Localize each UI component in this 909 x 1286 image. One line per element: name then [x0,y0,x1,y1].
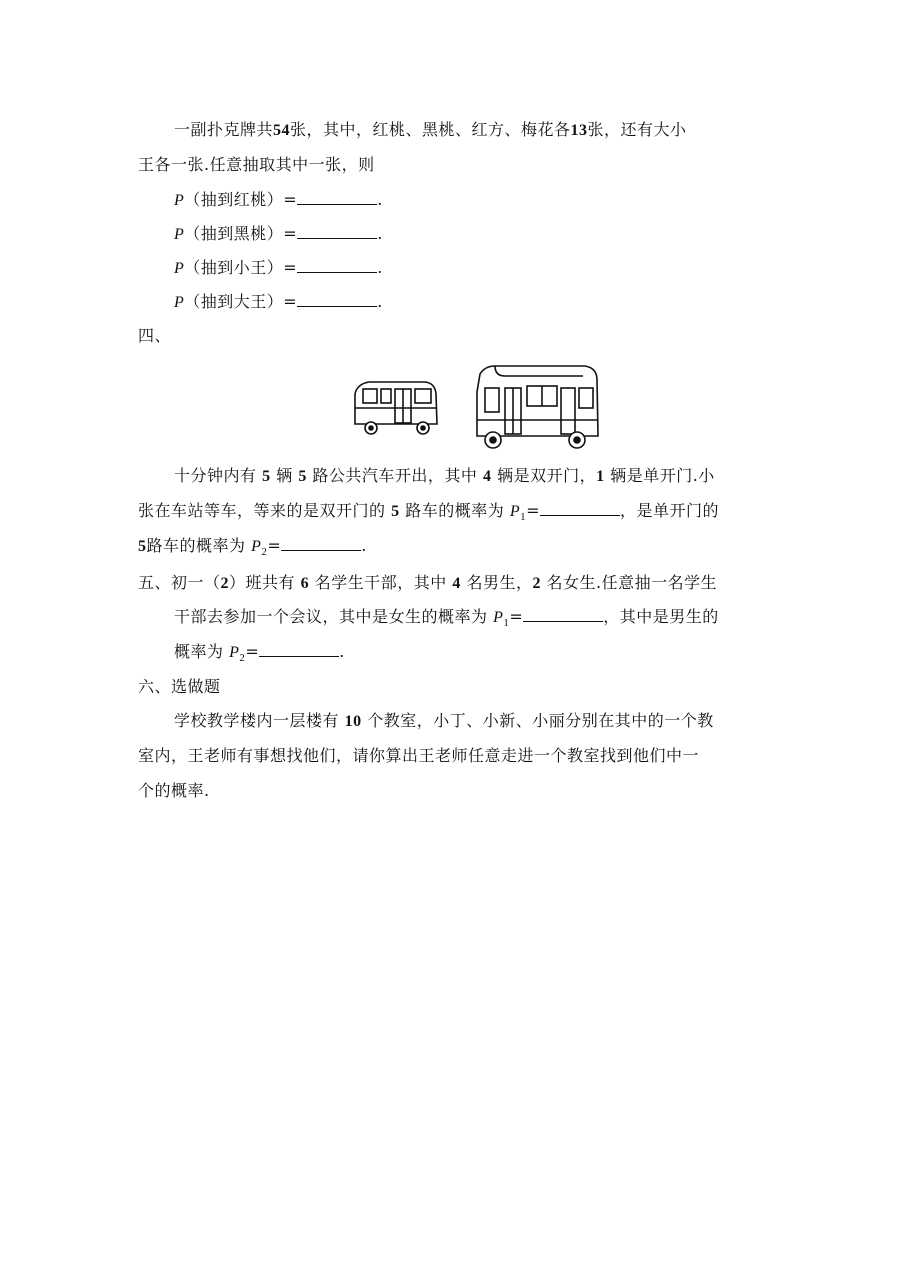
section-five-line3: 概率为 $P_2=$ . [174,642,345,665]
answer-blank[interactable] [297,223,377,239]
answer-blank[interactable] [540,500,620,516]
bus-illustration [345,362,605,452]
small-bus-icon [355,382,437,434]
section-five-line2: 干部去参加一个会议，其中是女生的概率为 $P_1=$ ，其中是男生的 [174,607,719,630]
prob-big-joker: P（抽到大王）= . [174,292,383,311]
section-six-line3: 个的概率. [138,781,210,800]
section-six-line1: 学校教学楼内一层楼有 10 个教室，小丁、小新、小丽分别在其中的一个教 [174,711,714,730]
section-six-line2: 室内，王老师有事想找他们，请你算出王老师任意走进一个教室找到他们中一 [138,746,700,765]
section-four-line1: 十分钟内有 5 辆 5 路公共汽车开出，其中 4 辆是双开门，1 辆是单开门.小 [174,466,715,485]
section-four-line3: 5路车的概率为 $P_2=$ . [138,536,367,559]
cards-intro-line1: 一副扑克牌共54张，其中，红桃、黑桃、红方、梅花各13张，还有大小 [174,120,687,139]
answer-blank[interactable] [297,257,377,273]
answer-blank[interactable] [523,606,603,622]
answer-blank[interactable] [281,535,361,551]
answer-blank[interactable] [297,189,377,205]
section-six-heading: 六、选做题 [138,677,221,696]
prob-spades: P（抽到黑桃）= . [174,224,383,243]
answer-blank[interactable] [297,291,377,307]
prob-small-joker: P（抽到小王）= . [174,258,383,277]
prob-hearts: P（抽到红桃）= . [174,190,383,209]
big-bus-icon [477,366,598,448]
section-five-line1: 五、初一（2）班共有 6 名学生干部，其中 4 名男生，2 名女生.任意抽一名学生 [138,573,718,592]
answer-blank[interactable] [259,641,339,657]
cards-intro-line2: 王各一张.任意抽取其中一张，则 [138,155,375,174]
section-four-heading: 四、 [138,326,172,345]
section-four-line2: 张在车站等车，等来的是双开门的 5 路车的概率为 $P_1=$ ，是单开门的 [138,501,720,524]
